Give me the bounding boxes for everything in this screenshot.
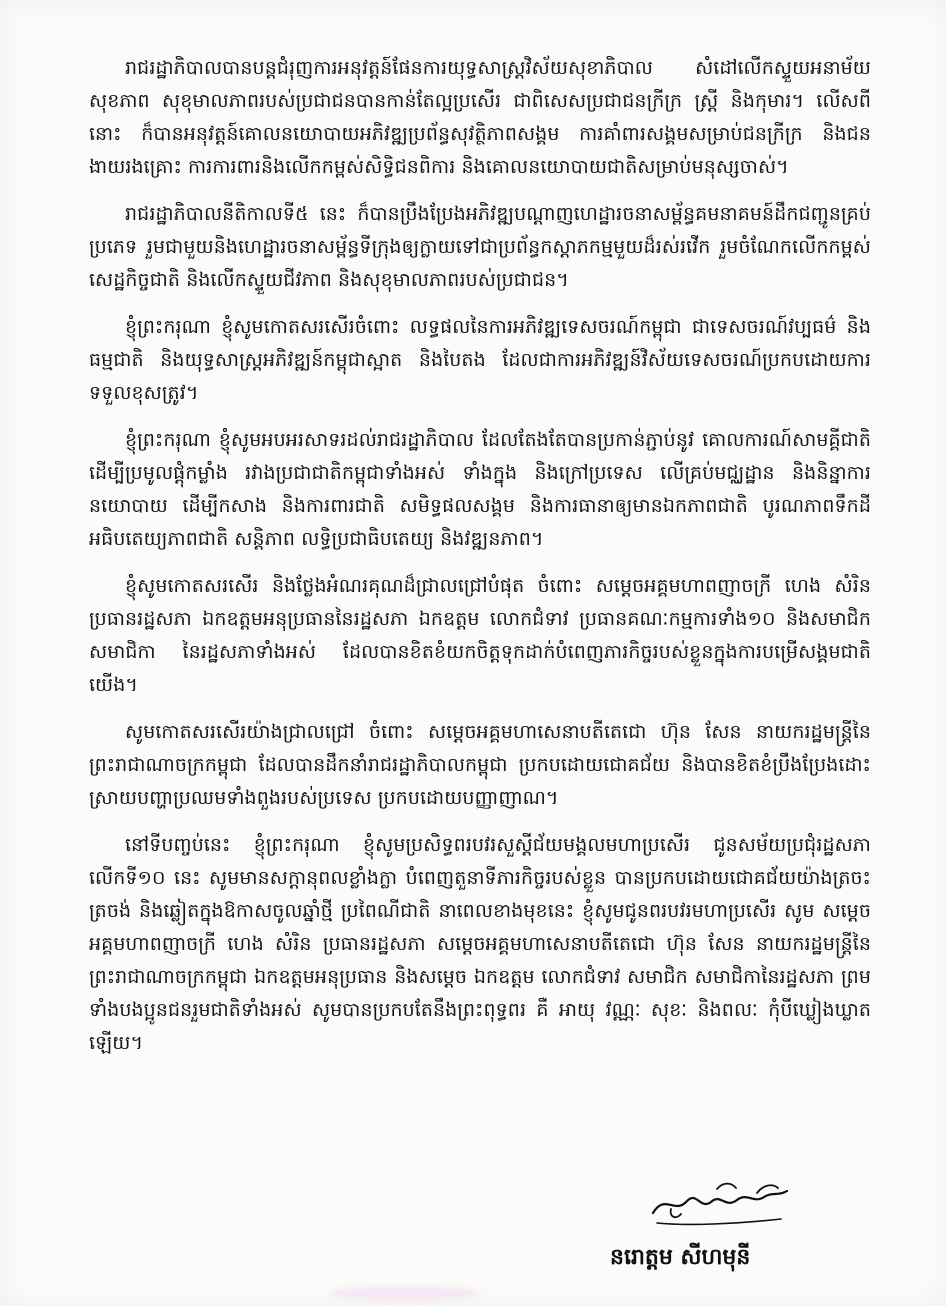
paragraph-closing-blessing: នៅទីបញ្ចប់នេះ ខ្ញុំព្រះករុណា ខ្ញុំសូមប្រសិទ្ធពរបវរសួស្តីជ័យមង្គលមហាប្រសើរ ជូនសម័យប្រជុំរដ្ឋសភាលើកទី១០ នេះ សូមមានសក្តានុពលខ្លាំងក្លា បំពេញតួនាទីភារកិច្ចរបស់ខ្លួន បានប្រកបដោយជោគជ័យយ៉ាងត្រចះត្រចង់ និងឆ្លៀតក្នុងឱកាសចូលឆ្នាំថ្មី ប្រពៃណីជាតិ នាពេលខាងមុខនេះ ខ្ញុំសូមជូនពរបវរមហាប្រសើរ សូម សម្តេចអគ្គមហាពញាចក្រី ហេង សំរិន ប្រធានរដ្ឋសភា សម្តេចអគ្គមហាសេនាបតីតេជោ ហ៊ុន សែន នាយករដ្ឋមន្ត្រីនៃព្រះរាជាណាចក្រកម្ពុជា ឯកឧត្តមអនុប្រធាន និងសម្តេច ឯកឧត្តម លោកជំទាវ សមាជិក សមាជិកានៃរដ្ឋសភា ព្រមទាំងបងប្អូនជនរួមជាតិទាំងអស់ សូមបានប្រកបតែនឹងព្រះពុទ្ធពរ គឺ អាយុ វណ្ណៈ សុខៈ និងពលៈ កុំបីឃ្លៀងឃ្លាតឡើយ។ [89, 834, 871, 1054]
paragraph-national-unity: ខ្ញុំព្រះករុណា ខ្ញុំសូមអបអរសាទរដល់រាជរដ្ឋាភិបាល ដែលតែងតែបានប្រកាន់ភ្ជាប់នូវ គោលការណ៍សាមគ្គីជាតិ ដើម្បីប្រមូលផ្តុំកម្លាំង រវាងប្រជាជាតិកម្ពុជាទាំងអស់ ទាំងក្នុង និងក្រៅប្រទេស លើគ្រប់មជ្ឈដ្ឋាន និងនិន្នាការនយោបាយ ដើម្បីកសាង និងការពារជាតិ សមិទ្ធផលសង្គម និងការធានាឲ្យមានឯកភាពជាតិ បូរណភាពទឹកដី អធិបតេយ្យភាពជាតិ សន្តិភាព លទ្ធិប្រជាធិបតេយ្យ និងវឌ្ឍនភាព។ [89, 429, 871, 550]
paper-smudge [330, 1286, 480, 1300]
paragraph-thanks-prime-minister: សូមកោតសរសើរយ៉ាងជ្រាលជ្រៅ ចំពោះ សម្តេចអគ្គមហាសេនាបតីតេជោ ហ៊ុន សែន នាយករដ្ឋមន្ត្រីនៃព្រះរាជាណាចក្រកម្ពុជា ដែលបានដឹកនាំរាជរដ្ឋាភិបាលកម្ពុជា ប្រកបដោយជោគជ័យ និងបានខិតខំប្រឹងប្រែងដោះស្រាយបញ្ហាប្រឈមទាំងពួងរបស់ប្រទេស ប្រកបដោយបញ្ញាញាណ។ [89, 721, 871, 809]
handwritten-signature [645, 1175, 795, 1233]
signer-name: នរោត្តម សីហមុនី [610, 1245, 751, 1270]
letter-body [89, 52, 871, 1074]
paragraph-infrastructure: រាជរដ្ឋាភិបាលនីតិកាលទី៥ នេះ ក៏បានប្រឹងប្រែងអភិវឌ្ឍបណ្តាញហេដ្ឋារចនាសម្ព័ន្ធគមនាគមន៍ដឹកជញ្ជូនគ្រប់ប្រភេទ រួមជាមួយនិងហេដ្ឋារចនាសម្ព័ន្ធទីក្រុងឲ្យក្លាយទៅជាប្រព័ន្ធកស្តាភកម្មមួយដ៏រស់រវើក រួមចំណែកលើកកម្ពស់សេដ្ឋកិច្ចជាតិ និងលើកស្ទួយជីវភាព និងសុខុមាលភាពរបស់ប្រជាជន។ [89, 203, 871, 291]
signature-block [600, 1175, 860, 1285]
paragraph-health: រាជរដ្ឋាភិបាលបានបន្តជំរុញការអនុវត្តន៍ផែនការយុទ្ធសាស្ត្រវិស័យសុខាភិបាល សំដៅលើកស្ទួយអនាម័យ សុខភាព សុខុមាលភាពរបស់ប្រជាជនបានកាន់តែល្អប្រសើរ ជាពិសេសប្រជាជនក្រីក្រ ស្ត្រី និងកុមារ។ លើសពីនោះ ក៏បានអនុវត្តន៍គោលនយោបាយអភិវឌ្ឍប្រព័ន្ធសុវត្ថិភាពសង្គម ការគាំពារសង្គមសម្រាប់ជនក្រីក្រ និងជនងាយរងគ្រោះ ការការពារនិងលើកកម្ពស់សិទ្ធិជនពិការ និងគោលនយោបាយជាតិសម្រាប់មនុស្សចាស់។ [89, 57, 871, 178]
paragraph-thanks-national-assembly: ខ្ញុំសូមកោតសរសើរ និងថ្លែងអំណរគុណដ៏ជ្រាលជ្រៅបំផុត ចំពោះ សម្តេចអគ្គមហាពញាចក្រី ហេង សំរិន ប្រធានរដ្ឋសភា ឯកឧត្តមអនុប្រធាននៃរដ្ឋសភា ឯកឧត្តម លោកជំទាវ ប្រធានគណៈកម្មការទាំង១០ និងសមាជិក សមាជិកា នៃរដ្ឋសភាទាំងអស់ ដែលបានខិតខំយកចិត្តទុកដាក់បំពេញភារកិច្ចរបស់ខ្លួនក្នុងការបម្រើសង្គមជាតិយើង។ [89, 575, 871, 696]
paragraph-tourism: ខ្ញុំព្រះករុណា ខ្ញុំសូមកោតសរសើរចំពោះ លទ្ធផលនៃការអភិវឌ្ឍទេសចរណ៍កម្ពុជា ជាទេសចរណ៍វប្បធម៌ និងធម្មជាតិ និងយុទ្ធសាស្ត្រអភិវឌ្ឍន៍កម្ពុជាស្អាត និងបៃតង ដែលជាការអភិវឌ្ឍន៍វិស័យទេសចរណ៍ប្រកបដោយការទទួលខុសត្រូវ។ [89, 316, 871, 404]
